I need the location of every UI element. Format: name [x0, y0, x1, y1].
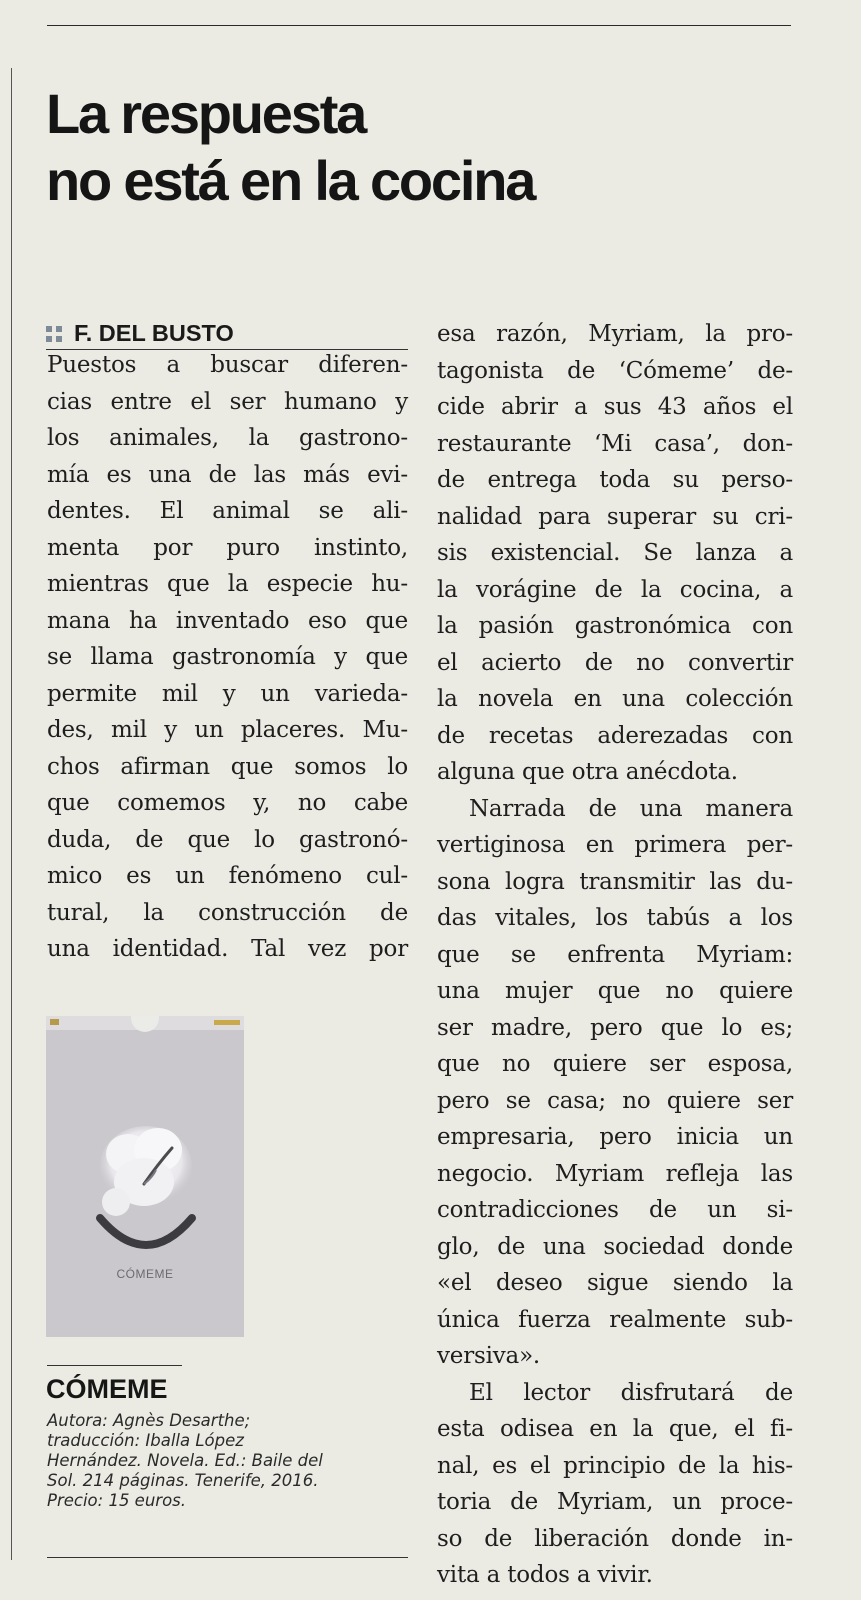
text-line: los animales, la gastrono-	[47, 425, 408, 451]
book-detail-line: traducción: Iballa López	[47, 1431, 244, 1450]
article-column-left	[47, 347, 408, 968]
text-line: se llama gastronomía y que	[47, 644, 408, 670]
paragraph-end-line: alguna que otra anécdota.	[437, 759, 738, 785]
text-line: de recetas aderezadas con	[437, 722, 793, 749]
text-line: nal, es el principio de la his-	[437, 1452, 793, 1479]
text-line: vertiginosa en primera per-	[437, 832, 793, 858]
text-line: mico es un fenómeno cul-	[47, 863, 408, 889]
book-info-divider	[47, 1365, 182, 1366]
text-line: sona logra transmitir las du-	[437, 868, 793, 895]
headline-line-1: La respuesta	[46, 82, 366, 145]
text-line: de entrega toda su perso-	[437, 467, 793, 493]
text-line: duda, de que lo gastronó-	[47, 826, 408, 853]
text-line: restaurante ‘Mi casa’, don-	[437, 430, 793, 457]
paragraph-end-line: vita a todos a vivir.	[437, 1562, 653, 1588]
text-line: das vitales, los tabús a los	[437, 905, 793, 931]
text-line: la pasión gastronómica con	[437, 613, 793, 639]
top-divider	[47, 25, 791, 26]
text-line: esta odisea en la que, el fi-	[437, 1416, 793, 1442]
text-line: empresaria, pero inicia un	[437, 1124, 793, 1150]
text-line: mana ha inventado eso que	[47, 607, 408, 634]
text-line: sis existencial. Se lanza a	[437, 540, 793, 566]
text-line: Puestos a buscar diferen-	[47, 352, 408, 378]
paragraph-start-line: El lector disfrutará de	[469, 1379, 793, 1406]
cover-label-icon	[214, 1020, 240, 1025]
book-detail-line: Hernández. Novela. Ed.: Baile del	[47, 1451, 323, 1470]
cover-title: CÓMEME	[116, 1267, 174, 1281]
text-line: que comemos y, no cabe	[47, 790, 408, 816]
text-line: cias entre el ser humano y	[47, 388, 408, 415]
text-line: contradicciones de un si-	[437, 1197, 793, 1223]
article-column-right	[437, 316, 793, 1594]
text-line: el acierto de no convertir	[437, 649, 793, 676]
headline-line-2: no está en la cocina	[46, 149, 535, 212]
text-line: «el deseo sigue siendo la	[437, 1270, 793, 1296]
text-line: dentes. El animal se ali-	[47, 498, 408, 524]
text-line: tagonista de ‘Cómeme’ de-	[437, 357, 793, 384]
text-line: ser madre, pero que lo es;	[437, 1014, 793, 1041]
text-line: nalidad para superar su cri-	[437, 503, 793, 530]
text-line: negocio. Myriam refleja las	[437, 1160, 793, 1187]
text-line: pero se casa; no quiere ser	[437, 1087, 793, 1114]
book-detail-line: Precio: 15 euros.	[47, 1491, 187, 1510]
four-square-dots-icon	[46, 326, 62, 342]
text-line: mientras que la especie hu-	[47, 571, 408, 597]
book-detail-line: Autora: Agnès Desarthe;	[47, 1411, 251, 1430]
publisher-logo-icon	[50, 1019, 59, 1025]
text-line: so de liberación donde in-	[437, 1525, 793, 1552]
text-line: tural, la construcción de	[47, 899, 408, 926]
text-line: menta por puro instinto,	[47, 534, 408, 561]
text-line: única fuerza realmente sub-	[437, 1306, 793, 1333]
text-line: una identidad. Tal vez por	[47, 936, 408, 962]
text-line: chos afirman que somos lo	[47, 753, 408, 780]
text-line: des, mil y un placeres. Mu-	[47, 717, 408, 743]
text-line: una mujer que no quiere	[437, 978, 793, 1004]
paragraph-start-line: Narrada de una manera	[469, 795, 793, 822]
spoon-illustration-icon	[86, 1104, 206, 1274]
book-title: CÓMEME	[46, 1374, 168, 1404]
text-line: que se enfrenta Myriam:	[437, 941, 793, 968]
text-line: cide abrir a sus 43 años el	[437, 394, 793, 420]
text-line: esa razón, Myriam, la pro-	[437, 321, 793, 347]
book-detail-line: Sol. 214 páginas. Tenerife, 2016.	[47, 1471, 319, 1490]
headline	[46, 80, 786, 214]
paragraph-end-line: versiva».	[437, 1343, 541, 1369]
text-line: glo, de una sociedad donde	[437, 1233, 793, 1260]
left-column-rule	[11, 68, 12, 1560]
text-line: mía es una de las más evi-	[47, 461, 408, 488]
text-line: la vorágine de la cocina, a	[437, 576, 793, 603]
text-line: la novela en una colección	[437, 686, 793, 712]
text-line: toria de Myriam, un proce-	[437, 1489, 793, 1515]
book-details	[47, 1411, 397, 1511]
bottom-divider	[47, 1557, 408, 1558]
byline-author: F. DEL BUSTO	[74, 319, 234, 346]
text-line: que no quiere ser esposa,	[437, 1051, 793, 1077]
text-line: permite mil y un varieda-	[47, 680, 408, 707]
book-cover-image	[46, 1016, 244, 1337]
byline	[46, 317, 408, 350]
